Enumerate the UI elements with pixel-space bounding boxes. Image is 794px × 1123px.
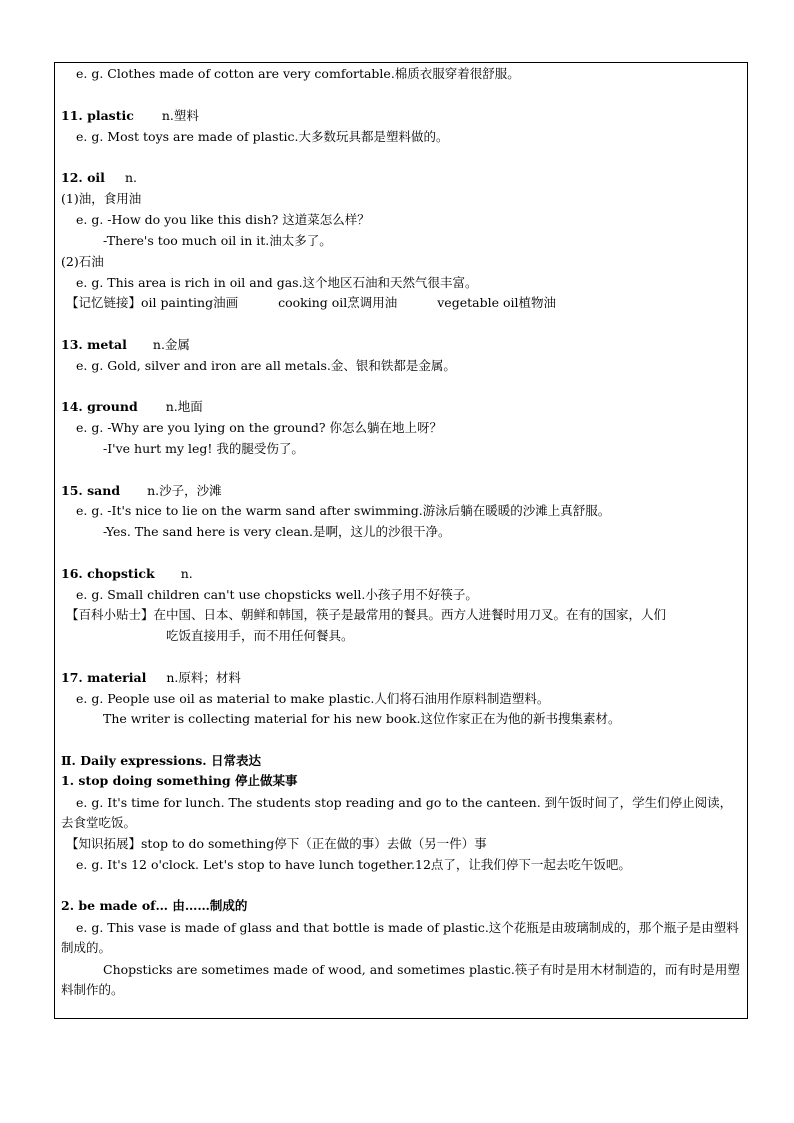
word-sand: 15. sand [61,483,121,498]
expr-stop-doing: 1. stop doing something 停止做某事 [61,773,298,788]
knowledge-extension: 【知识拓展】stop to do something停下（正在做的事）去做（另一件）事 [66,836,487,851]
encyclopedia-tip [66,607,666,623]
tip-text-cont: 吃饭直接用手，而不用任何餐具。 [166,628,354,643]
word-metal: 13. metal [61,337,127,352]
entry-plastic [61,108,199,124]
pos-chopstick: n. [180,566,193,581]
section-daily-expressions: Ⅱ. Daily expressions. 日常表达 [61,753,261,768]
sense-2: (2)石油 [61,254,104,269]
pos-plastic: n.塑料 [161,108,199,123]
example-sand-reply: -Yes. The sand here is very clean.是啊，这儿的沙很干净。 [103,524,451,539]
word-material: 17. material [61,670,147,685]
example-cotton: e. g. Clothes made of cotton are very comfortable.棉质衣服穿着很舒服。 [76,66,520,81]
example-ground-reply: -I've hurt my leg! 我的腿受伤了。 [103,441,304,456]
memory-link [66,295,556,311]
pos-material: n.原料；材料 [166,670,241,685]
example-writer: The writer is collecting material for his new book.这位作家正在为他的新书搜集素材。 [103,711,621,726]
example-material: e. g. People use oil as material to make plastic.人们将石油用作原料制造塑料。 [76,691,550,706]
tip-text: 在中国、日本、朝鲜和韩国，筷子是最常用的餐具。西方人进餐时用刀叉。在有的国家，人们 [153,607,667,622]
memory-cooking-oil: cooking oil烹调用油 [278,295,398,310]
example-chopsticks-material: Chopsticks are sometimes made of wood, and sometimes plastic.筷子有时是用木材制造的，而有时是用塑料制作的。 [61,962,740,997]
content-table-frame [54,62,748,1019]
memory-oil-painting: 【记忆链接】oil painting油画 [66,295,239,310]
entry-metal [61,337,190,353]
example-dish: e. g. -How do you like this dish? 这道菜怎么样？ [76,212,370,227]
example-sand: e. g. -It's nice to lie on the warm sand after swimming.游泳后躺在暖暖的沙滩上真舒服。 [76,503,611,518]
word-ground: 14. ground [61,399,138,414]
pos-ground: n.地面 [165,399,203,414]
entry-material [61,670,241,686]
example-vase: e. g. This vase is made of glass and that bottle is made of plastic.这个花瓶是由玻璃制成的，那个瓶子是由塑料制成的。 [61,920,739,955]
example-gas: e. g. This area is rich in oil and gas.这个地区石油和天然气很丰富。 [76,275,478,290]
sense-1: (1)油，食用油 [61,191,142,206]
memory-vegetable-oil: vegetable oil植物油 [437,295,556,310]
pos-metal: n.金属 [152,337,190,352]
word-oil: 12. oil [61,170,105,185]
expr-made-of: 2. be made of… 由……制成的 [61,898,248,913]
entry-chopstick [61,566,193,582]
example-metals: e. g. Gold, silver and iron are all metals.金、银和铁都是金属。 [76,358,456,373]
entry-sand [61,483,222,499]
tip-label: 【百科小贴士】 [66,607,154,622]
example-plastic: e. g. Most toys are made of plastic.大多数玩具都是塑料做的。 [76,129,449,144]
example-dish-reply: -There's too much oil in it.油太多了。 [103,233,332,248]
example-ground: e. g. -Why are you lying on the ground? 你怎么躺在地上呀？ [76,420,443,435]
pos-oil: n. [124,170,137,185]
pos-sand: n.沙子，沙滩 [147,483,222,498]
example-stop-to: e. g. It's 12 o'clock. Let's stop to have lunch together.12点了，让我们停下一起去吃午饭吧。 [76,857,631,872]
entry-ground [61,399,203,415]
entry-oil [61,170,137,186]
word-plastic: 11. plastic [61,108,134,123]
example-lunch: e. g. It's time for lunch. The students stop reading and go to the canteen. 到午饭时间了，学生们停止阅读，去食堂吃饭。 [61,795,733,830]
example-chopsticks: e. g. Small children can't use chopsticks well.小孩子用不好筷子。 [76,587,478,602]
word-chopstick: 16. chopstick [61,566,155,581]
